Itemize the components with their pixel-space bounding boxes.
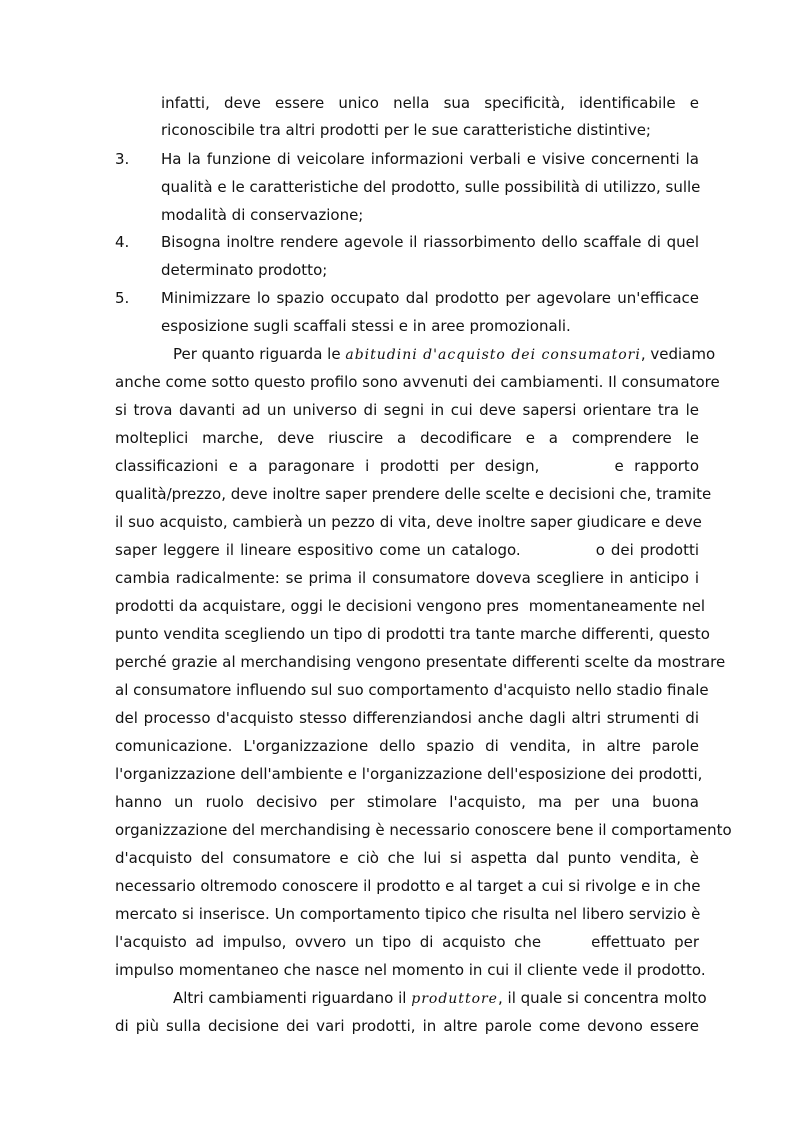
- italic-term: produttore: [411, 991, 498, 1007]
- paragraph-1-first-line: [115, 342, 716, 366]
- paragraph-line: l'organizzazione dell'ambiente e l'organizzazione dell'esposizione dei prodotti,: [115, 765, 703, 783]
- list-number: 4.: [115, 233, 130, 251]
- paragraph-text: classificazioni e a paragonare i prodotti per design,: [115, 457, 540, 475]
- paragraph-line: qualità/prezzo, deve inoltre saper prendere delle scelte e decisioni che, tramite: [115, 485, 712, 503]
- paragraph-text: Per quanto riguarda le: [173, 345, 341, 363]
- list-number: 5.: [115, 289, 130, 307]
- paragraph-line: il suo acquisto, cambierà un pezzo di vita, deve inoltre saper giudicare e deve: [115, 513, 702, 531]
- paragraph-line: molteplici marche, deve riuscire a decodificare e a comprendere le: [115, 429, 699, 447]
- paragraph-line: si trova davanti ad un universo di segni in cui deve sapersi orientare tra le: [115, 401, 699, 419]
- list-item-2-line-2: infatti, deve essere unico nella sua specificità, identificabile e: [161, 94, 699, 112]
- paragraph-line: necessario oltremodo conoscere il prodotto e al target a cui si rivolge e in che: [115, 877, 701, 895]
- paragraph-line: comunicazione. L'organizzazione dello spazio di vendita, in altre parole: [115, 737, 699, 755]
- paragraph-text: l'acquisto ad impulso, ovvero un tipo di acquisto che: [115, 933, 542, 951]
- paragraph-2-first-line: [115, 986, 707, 1010]
- paragraph-text: momentaneamente nel: [528, 597, 706, 615]
- paragraph-text: prodotti da acquistare, oggi le decisioni vengono pres: [115, 597, 519, 615]
- list-number: 3.: [115, 150, 130, 168]
- paragraph-text: Altri cambiamenti riguardano il: [173, 989, 407, 1007]
- paragraph-text: saper leggere il lineare espositivo come un catalogo.: [115, 541, 521, 559]
- list-item-3: [115, 147, 699, 171]
- list-item-2-line-3: riconoscibile tra altri prodotti per le sue caratteristiche distintive;: [161, 121, 651, 139]
- list-item-5-line-2: esposizione sugli scaffali stessi e in aree promozionali.: [161, 317, 571, 335]
- paragraph-line: [115, 538, 699, 562]
- paragraph-line: impulso momentaneo che nasce nel momento in cui il cliente vede il prodotto.: [115, 961, 706, 979]
- paragraph-line: [115, 930, 699, 954]
- paragraph-text: , vediamo: [640, 345, 716, 363]
- paragraph-line: al consumatore influendo sul suo comportamento d'acquisto nello stadio finale: [115, 681, 709, 699]
- paragraph-line: anche come sotto questo profilo sono avvenuti dei cambiamenti. Il consumatore: [115, 373, 720, 391]
- paragraph-line: mercato si inserisce. Un comportamento tipico che risulta nel libero servizio è: [115, 905, 701, 923]
- list-text: Bisogna inoltre rendere agevole il riassorbimento dello scaffale di quel: [161, 233, 699, 251]
- paragraph-line: di più sulla decisione dei vari prodotti, in altre parole come devono essere: [115, 1017, 699, 1035]
- list-text: Ha la funzione di veicolare informazioni verbali e visive concernenti la: [161, 150, 699, 168]
- paragraph-text: , il quale si concentra molto: [497, 989, 707, 1007]
- list-text: Minimizzare lo spazio occupato dal prodotto per agevolare un'efficace: [161, 289, 699, 307]
- paragraph-line: hanno un ruolo decisivo per stimolare l'acquisto, ma per una buona: [115, 793, 699, 811]
- paragraph-text: effettuato per: [591, 933, 700, 951]
- paragraph-line: cambia radicalmente: se prima il consumatore doveva scegliere in anticipo i: [115, 569, 699, 587]
- paragraph-text: o dei prodotti: [595, 541, 700, 559]
- paragraph-line: punto vendita scegliendo un tipo di prodotti tra tante marche differenti, questo: [115, 625, 710, 643]
- paragraph-text: e rapporto: [614, 457, 699, 475]
- list-item-4: [115, 230, 699, 254]
- list-item-5: [115, 286, 699, 310]
- paragraph-line: perché grazie al merchandising vengono presentate differenti scelte da mostrare: [115, 653, 726, 671]
- list-item-3-line-2: qualità e le caratteristiche del prodotto, sulle possibilità di utilizzo, sulle: [161, 178, 701, 196]
- paragraph-line: [115, 594, 706, 618]
- paragraph-line: organizzazione del merchandising è necessario conoscere bene il comportamento: [115, 821, 732, 839]
- paragraph-line: del processo d'acquisto stesso differenziandosi anche dagli altri strumenti di: [115, 709, 699, 727]
- list-item-3-line-3: modalità di conservazione;: [161, 206, 364, 224]
- list-item-4-line-2: determinato prodotto;: [161, 261, 328, 279]
- paragraph-line: [115, 454, 699, 478]
- italic-term: abitudini d'acquisto dei consumatori: [345, 347, 641, 363]
- paragraph-line: d'acquisto del consumatore e ciò che lui si aspetta dal punto vendita, è: [115, 849, 699, 867]
